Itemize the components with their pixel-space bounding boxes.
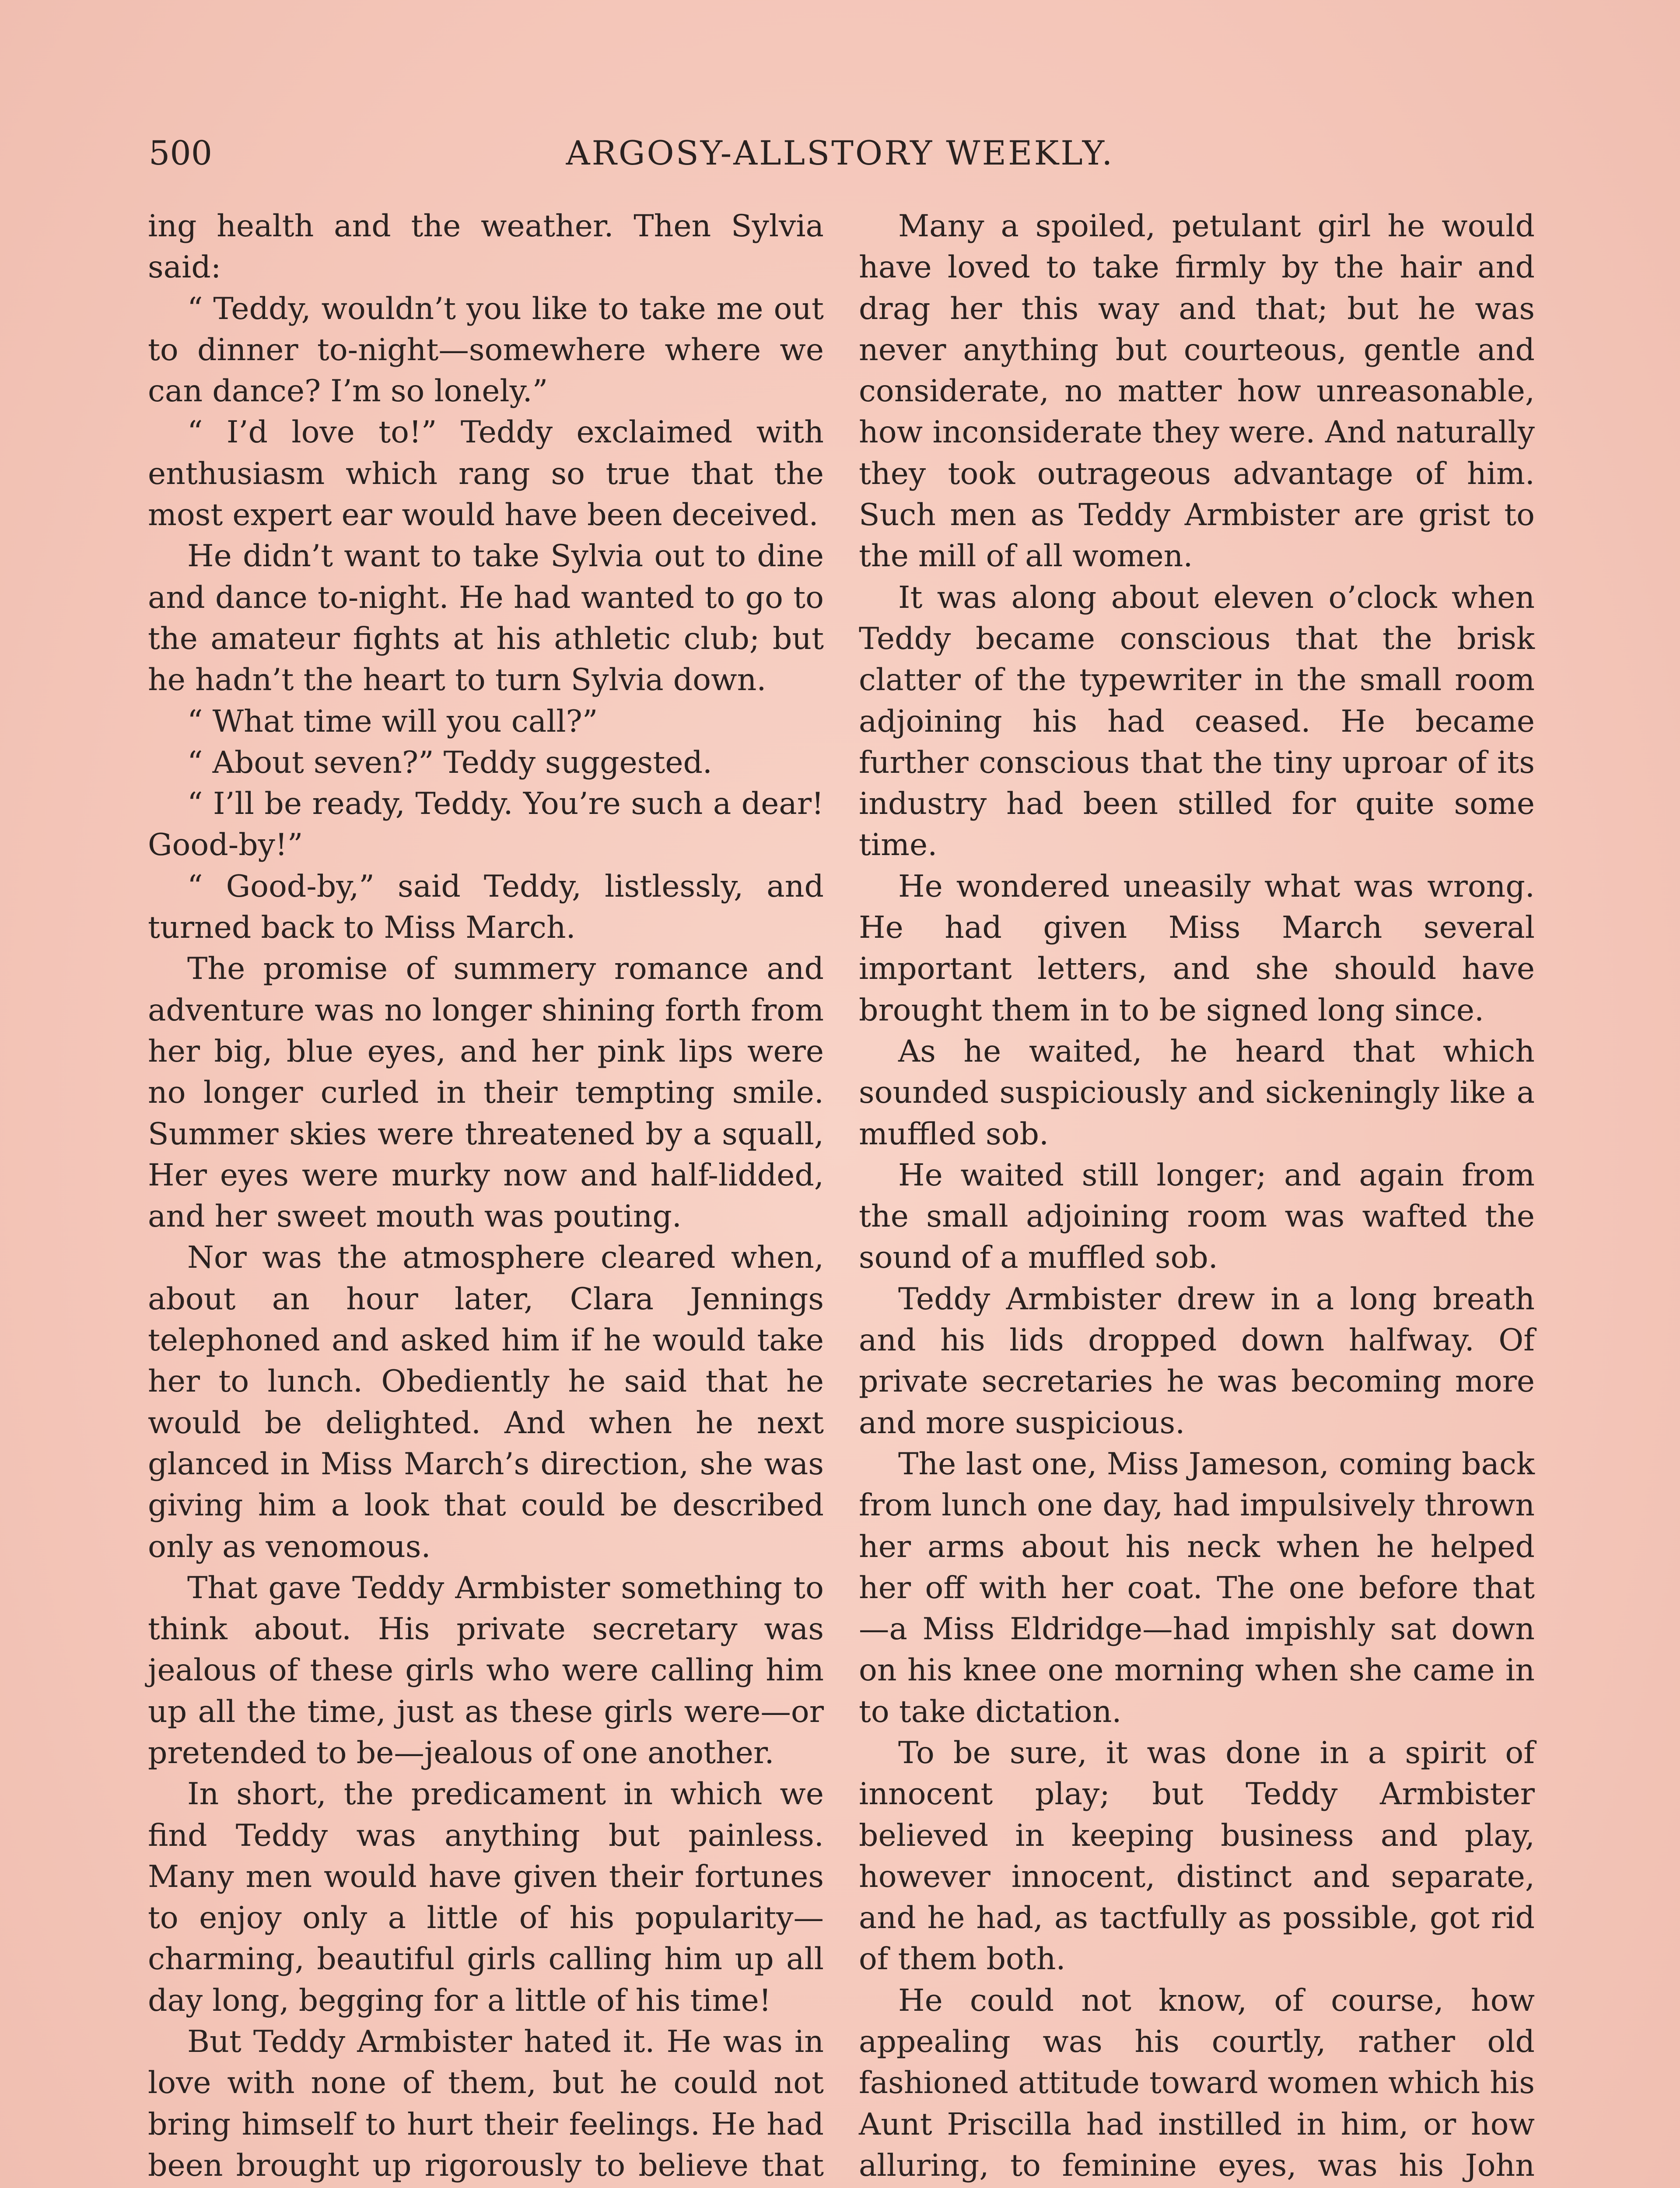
paragraph: “ What time will you call?” [187,703,598,739]
right-column [859,206,1535,2188]
paragraph: As he waited, he heard that which sounded suspiciously and sickeningly like a muffled sob. [859,1033,1535,1152]
paragraph: He wondered uneasily what was wrong. He had given Miss March several important letters, and she should have brought them in to be signed long since. [859,868,1535,1028]
paragraph: Nor was the atmosphere cleared when, about an hour later, Clara Jennings telephoned and asked him if he would take her to lunch. Obediently he said that he would be delighted. And when he next glanced in Miss March’s direction, she was giving him a look that could be described only as venomous. [148,1240,824,1564]
paragraph: “ Good-by,” said Teddy, listlessly, and turned back to Miss March. [148,868,824,946]
paragraph: It was along about eleven o’clock when Teddy became conscious that the brisk clatter of the typewriter in the small room adjoining his had ceased. He became further conscious that the tiny uproar of its industry had been stilled for quite some time. [859,579,1535,863]
page-header [149,131,1531,184]
paragraph: The promise of summery romance and adventure was no longer shining forth from her big, blue eyes, and her pink lips were no longer curled in their tempting smile. Summer skies were threatened by a squall, Her eyes were murky now and half-lidded, and her sweet mouth was pouting. [148,951,824,1234]
paragraph: That gave Teddy Armbister something to think about. His private secretary was jealous of these girls who were calling him up all the time, just as these girls were—or pretended to be—jealous of one another. [148,1570,824,1771]
paragraph: “ I’ll be ready, Teddy. You’re such a dear! Good-by!” [148,786,824,863]
running-title: ARGOSY-ALLSTORY WEEKLY. [566,133,1114,172]
paragraph: ing health and the weather. Then Sylvia said: [148,208,824,285]
paragraph: “ I’d love to!” Teddy exclaimed with enthusiasm which rang so true that the most expert ear would have been deceived. [148,414,824,533]
paragraph: Teddy Armbister drew in a long breath and his lids dropped down halfway. Of private secretaries he was becoming more and more suspicious. [859,1281,1535,1441]
page-number: 500 [149,133,213,172]
paragraph: To be sure, it was done in a spirit of innocent play; but Teddy Armbister believed in keeping business and play, however innocent, distinct and separate, and he had, as tactfully as possible, got rid of them both. [859,1735,1535,1977]
paragraph: He could not know, of course, how appealing was his courtly, rather old fashioned attitude toward women which his Aunt Priscilla had instilled in him, or how alluring, to feminine eyes, was his John [859,1982,1535,2183]
left-column [148,206,824,2188]
paragraph: Many a spoiled, petulant girl he would have loved to take firmly by the hair and drag her this way and that; but he was never anything but courteous, gentle and considerate, no matter how unreasonable, how inconsiderate they were. And naturally they took outrageous advantage of him. Such men as Teddy Armbister are grist to the mill of all women. [859,208,1535,574]
paragraph: In short, the predicament in which we find Teddy was anything but painless. Many men would have given their fortunes to enjoy only a little of his popularity—charming, beautiful girls calling him up all day long, begging for a little of his time! [148,1776,824,2018]
paragraph: But Teddy Armbister hated it. He was in love with none of them, but he could not bring himself to hurt their feelings. He had been brought up rigorously to believe that [148,2024,824,2183]
paragraph: He didn’t want to take Sylvia out to dine and dance to-night. He had wanted to go to the amateur fights at his athletic club; but he hadn’t the heart to turn Sylvia down. [148,538,824,698]
paragraph: He waited still longer; and again from the small adjoining room was wafted the sound of a muffled sob. [859,1157,1535,1276]
paragraph: “ Teddy, wouldn’t you like to take me out to dinner to-night—somewhere where we can dance? I’m so lonely.” [148,291,824,409]
paragraph: “ About seven?” Teddy suggested. [187,744,713,780]
paragraph: The last one, Miss Jameson, coming back from lunch one day, had impulsively thrown her arms about his neck when he helped her off with her coat. The one before that —a Miss Eldridge—had impishly sat down on his knee one morning when she came in to take dictation. [859,1446,1535,1729]
